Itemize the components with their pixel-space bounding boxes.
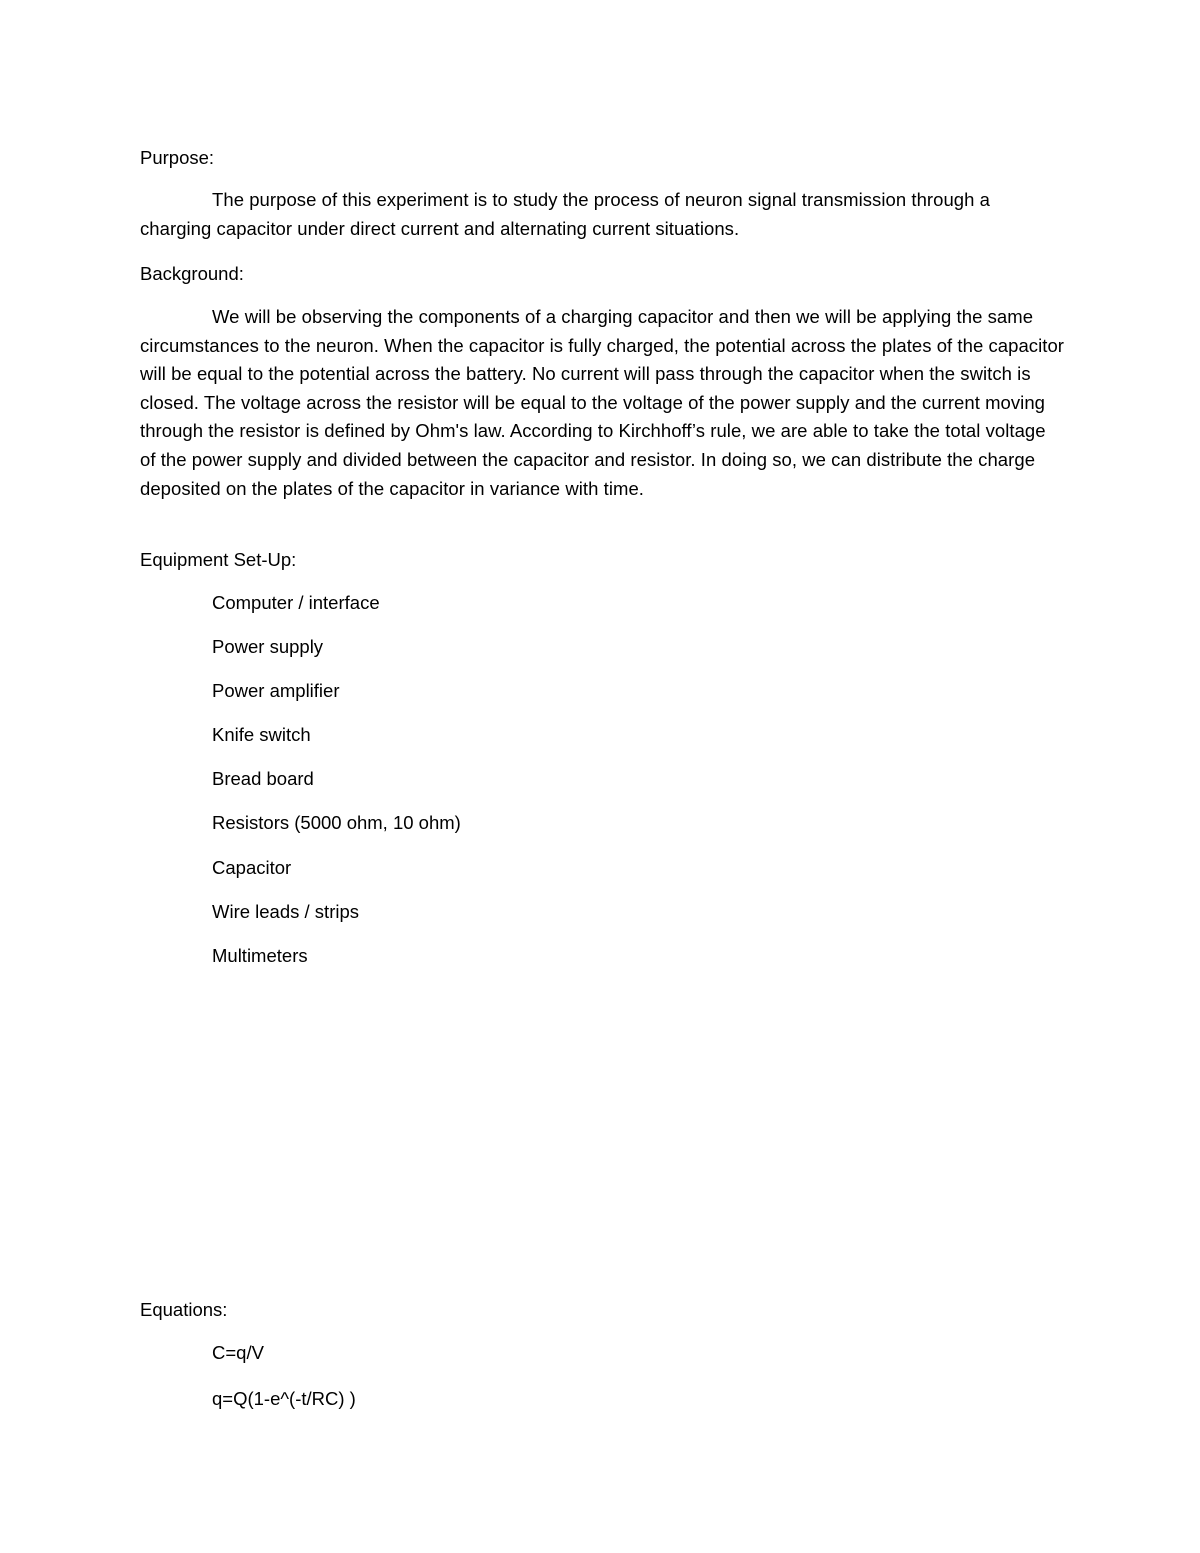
purpose-heading: Purpose: bbox=[140, 147, 215, 168]
equipment-list bbox=[212, 589, 461, 986]
equation-charge: q=Q(1-e^(-t/RC) ) bbox=[212, 1388, 356, 1409]
equipment-item: Multimeters bbox=[212, 944, 308, 966]
equipment-item: Power amplifier bbox=[212, 680, 340, 702]
equipment-heading: Equipment Set-Up: bbox=[140, 549, 297, 570]
equipment-item: Computer / interface bbox=[212, 592, 380, 613]
equations-heading: Equations: bbox=[140, 1299, 228, 1320]
equation-capacitance: C=q/V bbox=[212, 1342, 264, 1363]
equipment-item: Capacitor bbox=[212, 856, 292, 878]
equipment-item: Power supply bbox=[212, 636, 324, 658]
equipment-item: Wire leads / strips bbox=[212, 900, 360, 922]
purpose-paragraph: The purpose of this experiment is to study the process of neuron signal transmission through a charging capacitor under direct current and alternating current situations. bbox=[140, 189, 991, 239]
equipment-item: Resistors (5000 ohm, 10 ohm) bbox=[212, 812, 461, 834]
background-heading: Background: bbox=[140, 263, 244, 284]
equipment-item: Bread board bbox=[212, 768, 314, 790]
background-paragraph: We will be observing the components of a charging capacitor and then we will be applying the same circumstances to the neuron. When the capacitor is fully charged, the potential across the plates of the capacitor will be equal to the potential across the battery. No current will pass through the capacitor when the switch is closed. The voltage across the resistor will be equal to the voltage of the power supply and the current moving through the resistor is defined by Ohm's law. According to Kirchhoff’s rule, we are able to take the total voltage of the power supply and divided between the capacitor and resistor. In doing so, we can distribute the charge deposited on the plates of the capacitor in variance with time. bbox=[140, 306, 1065, 499]
equipment-item: Knife switch bbox=[212, 724, 311, 746]
